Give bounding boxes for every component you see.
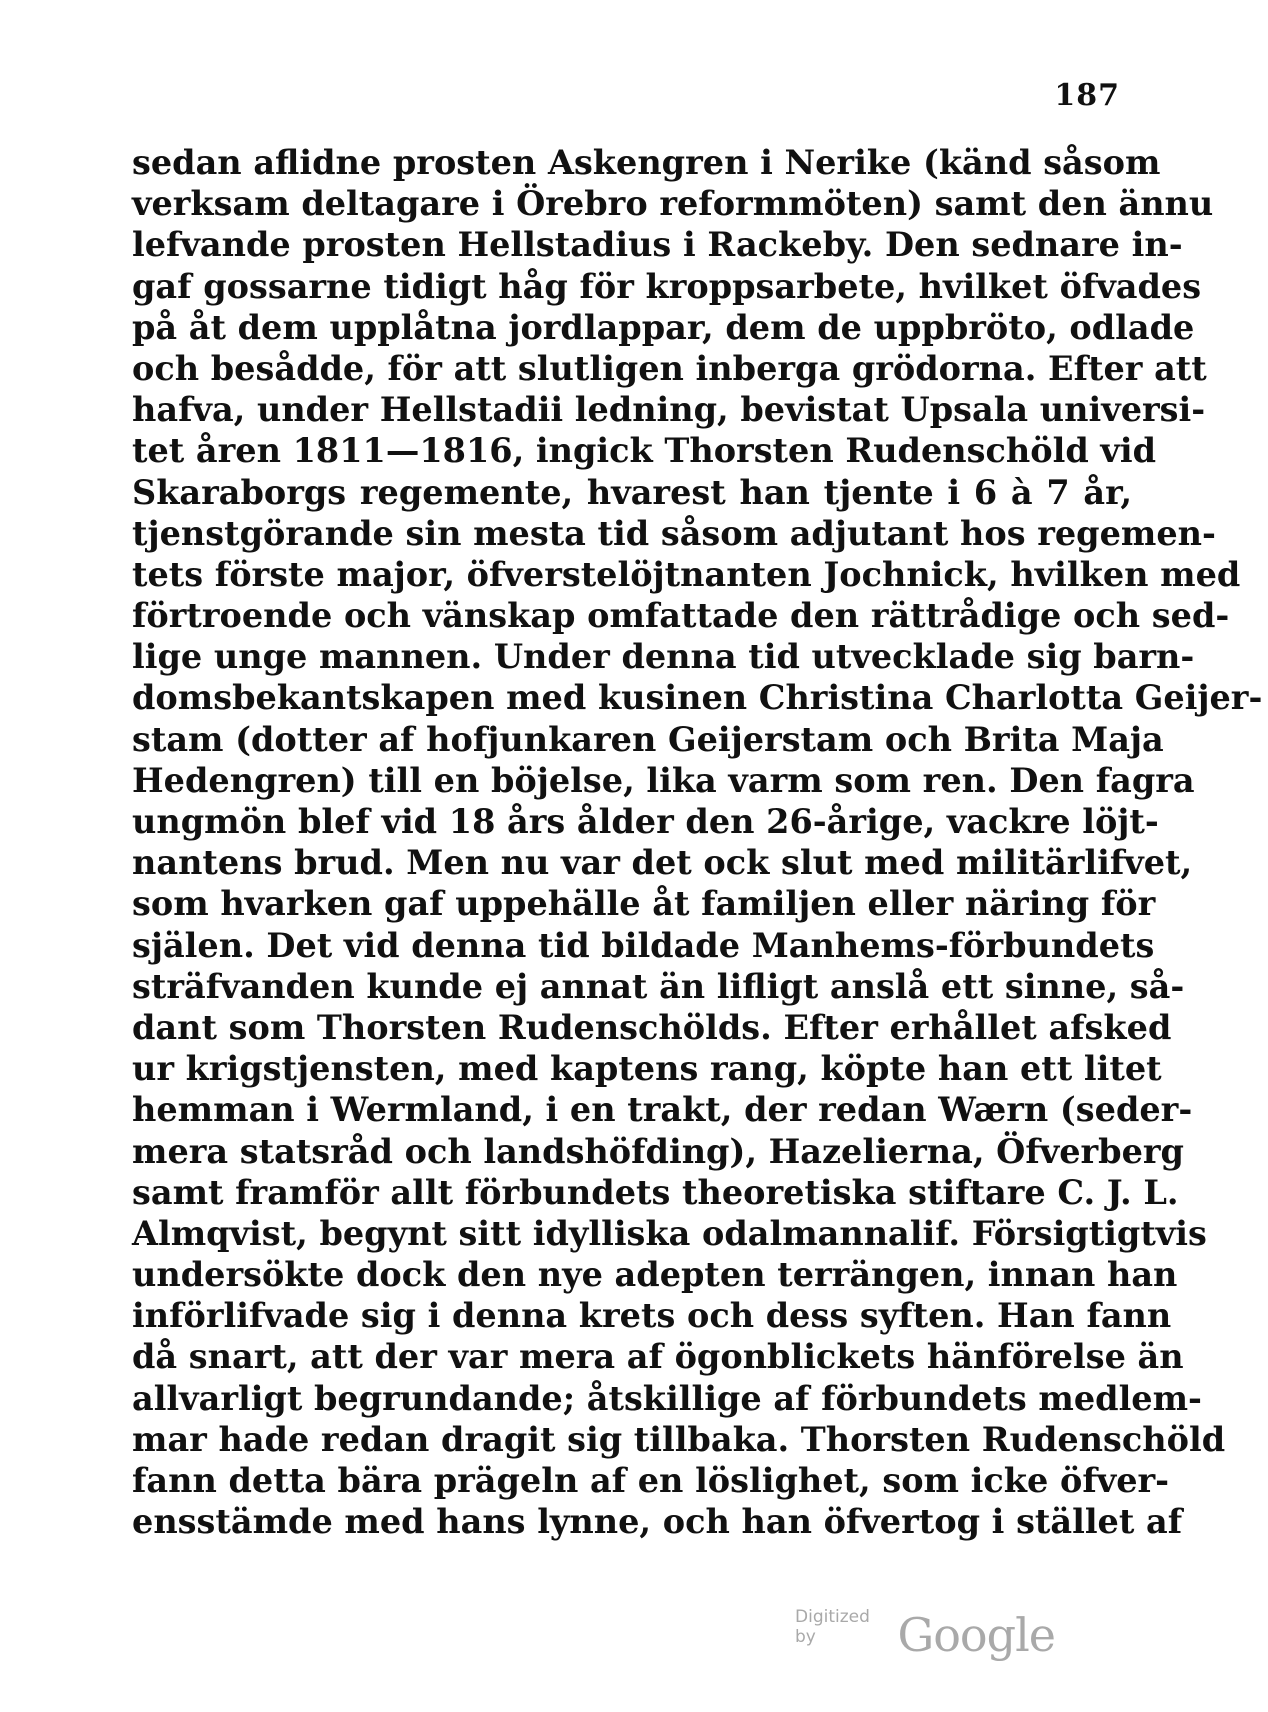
text-line: sträfvanden kunde ej annat än lifligt anslå ett sinne, så- — [132, 966, 1185, 1006]
body-text — [132, 142, 1263, 1542]
text-line: tjenstgörande sin mesta tid såsom adjutant hos regemen- — [132, 513, 1216, 553]
text-line: som hvarken gaf uppehälle åt familjen eller näring för — [132, 884, 1156, 924]
text-line: och besådde, för att slutligen inberga grödorna. Efter att — [132, 348, 1207, 388]
text-line: införlifvade sig i denna krets och dess syften. Han fann — [132, 1296, 1172, 1336]
text-line: nantens brud. Men nu var det ock slut med militärlifvet, — [132, 843, 1193, 883]
text-line: mera statsråd och landshöfding), Hazelierna, Öfverberg — [132, 1131, 1184, 1171]
text-line: sedan aflidne prosten Askengren i Nerike (känd såsom — [132, 143, 1161, 182]
text-line: Almqvist, begynt sitt idylliska odalmannalif. Försigtigtvis — [132, 1213, 1207, 1253]
text-line: själen. Det vid denna tid bildade Manhems-förbundets — [132, 925, 1155, 965]
text-line: hafva, under Hellstadii ledning, bevistat Upsala universi- — [132, 390, 1206, 430]
text-line: fann detta bära prägeln af en löslighet, som icke öfver- — [132, 1461, 1170, 1500]
text-line: tets förste major, öfverstelöjtnanten Jochnick, hvilken med — [132, 554, 1241, 594]
text-line: domsbekantskapen med kusinen Christina Charlotta Geijer- — [132, 678, 1263, 718]
text-line: samt framför allt förbundets theoretiska stiftare C. J. L. — [132, 1172, 1179, 1212]
text-line: ensstämde med hans lynne, och han öfvertog i stället af — [132, 1502, 1183, 1542]
watermark-prefix: Digitized by — [795, 1607, 870, 1647]
text-line: då snart, att der var mera af ögonblickets hänförelse än — [132, 1337, 1184, 1377]
text-line: Skaraborgs regemente, hvarest han tjente i 6 à 7 år, — [132, 472, 1132, 512]
text-line: tet åren 1811—1816, ingick Thorsten Rudenschöld vid — [132, 431, 1157, 471]
text-line: gaf gossarne tidigt håg för kroppsarbete, hvilket öfvades — [132, 266, 1202, 306]
text-line: hemman i Wermland, i en trakt, der redan Wærn (seder- — [132, 1090, 1193, 1130]
text-line: undersökte dock den nye adepten terrängen, innan han — [132, 1255, 1178, 1295]
page-number: 187 — [1054, 78, 1120, 113]
text-line: allvarligt begrundande; åtskillige af förbundets medlem- — [132, 1378, 1202, 1418]
text-line: lefvande prosten Hellstadius i Rackeby. Den sednare in- — [132, 225, 1183, 265]
text-line: ur krigstjensten, med kaptens rang, köpte han ett litet — [132, 1049, 1162, 1089]
text-line: dant som Thorsten Rudenschölds. Efter erhållet afsked — [132, 1007, 1172, 1047]
text-line: verksam deltagare i Örebro reformmöten) samt den ännu — [132, 184, 1214, 224]
text-line: Hedengren) till en böjelse, lika varm som ren. Den fagra — [132, 760, 1195, 800]
text-line: ungmön blef vid 18 års ålder den 26-årige, vackre löjt- — [132, 802, 1159, 841]
text-line: lige unge mannen. Under denna tid utvecklade sig barn- — [132, 637, 1195, 677]
digitized-by-watermark — [795, 1598, 1055, 1662]
text-line: på åt dem upplåtna jordlappar, dem de uppbröto, odlade — [132, 307, 1195, 347]
text-line: förtroende och vänskap omfattade den rättrådige och sed- — [132, 596, 1230, 636]
text-line: mar hade redan dragit sig tillbaka. Thorsten Rudenschöld — [132, 1419, 1226, 1459]
watermark-brand-logo: Google — [897, 1608, 1055, 1662]
text-line: stam (dotter af hofjunkaren Geijerstam och Brita Maja — [132, 719, 1164, 759]
